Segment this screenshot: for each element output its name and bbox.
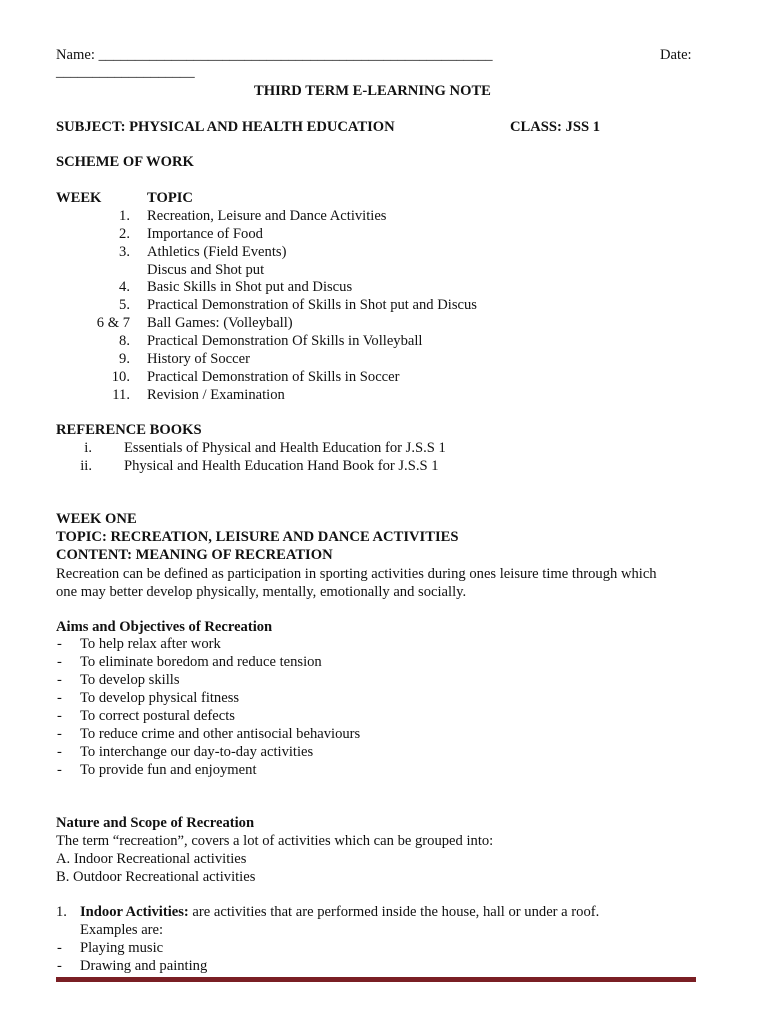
week-topic: Recreation, Leisure and Dance Activities [147, 208, 387, 224]
definition-line-1: Recreation can be defined as participation in sporting activities during ones leisure time through which [56, 566, 657, 582]
topic-header: TOPIC [147, 190, 193, 206]
scheme-row [0, 262, 770, 280]
name-blank: ______________________________________________________ [98, 47, 493, 63]
week-topic: Revision / Examination [147, 387, 285, 403]
week-one-topic: TOPIC: RECREATION, LEISURE AND DANCE ACTIVITIES [56, 529, 459, 545]
page-title: THIRD TERM E-LEARNING NOTE [254, 83, 491, 99]
week-number: 5. [119, 297, 130, 313]
subject-line: SUBJECT: PHYSICAL AND HEALTH EDUCATION [56, 119, 395, 135]
list-item: - Drawing and painting [57, 958, 208, 974]
scheme-row [0, 244, 770, 262]
reference-number: ii. [80, 458, 92, 474]
reference-heading: REFERENCE BOOKS [56, 422, 202, 438]
week-number: 3. [119, 244, 130, 260]
list-item: - Playing music [57, 940, 164, 956]
week-number: 2. [119, 226, 130, 242]
week-topic: Practical Demonstration of Skills in Shot put and Discus [147, 297, 477, 313]
week-number: 11. [112, 387, 130, 403]
indoor-term: Indoor Activities: [80, 904, 189, 920]
scheme-row [0, 297, 770, 315]
week-one-heading: WEEK ONE [56, 511, 137, 527]
week-topic: Practical Demonstration of Skills in Soccer [147, 369, 400, 385]
list-item: - To reduce crime and other antisocial behaviours [57, 726, 361, 742]
date-blank: ___________________ [56, 64, 195, 80]
examples-label: Examples are: [80, 922, 164, 938]
week-number: 10. [111, 369, 130, 385]
week-one-content: CONTENT: MEANING OF RECREATION [56, 547, 333, 563]
scheme-row [0, 333, 770, 351]
definition-line-2: one may better develop physically, mentally, emotionally and socially. [56, 584, 467, 600]
list-item: - To provide fun and enjoyment [57, 762, 257, 778]
list-item: - To correct postural defects [57, 708, 235, 724]
scheme-heading: SCHEME OF WORK [56, 154, 194, 170]
week-topic: Basic Skills in Shot put and Discus [147, 279, 353, 295]
scheme-row [0, 279, 770, 297]
nature-group-b: B. Outdoor Recreational activities [56, 869, 256, 885]
list-item: - To develop physical fitness [57, 690, 240, 706]
reference-title: Essentials of Physical and Health Education for J.S.S 1 [124, 440, 446, 456]
week-topic: History of Soccer [147, 351, 250, 367]
scheme-row [0, 387, 770, 405]
nature-heading: Nature and Scope of Recreation [56, 815, 255, 831]
date-label: Date: [660, 47, 692, 63]
week-number: 1. [119, 208, 130, 224]
scheme-row [0, 226, 770, 244]
scheme-row [0, 208, 770, 226]
indoor-definition [0, 904, 770, 922]
scheme-row [0, 351, 770, 369]
week-number: 9. [119, 351, 130, 367]
nature-group-a: A. Indoor Recreational activities [56, 851, 247, 867]
name-line [56, 47, 493, 65]
week-number: 4. [119, 279, 130, 295]
reference-item [0, 458, 770, 476]
reference-title: Physical and Health Education Hand Book for J.S.S 1 [124, 458, 439, 474]
scheme-row [0, 315, 770, 333]
week-topic: Discus and Shot put [147, 262, 265, 278]
week-topic: Importance of Food [147, 226, 263, 242]
name-label: Name: [56, 47, 95, 63]
scheme-row [0, 369, 770, 387]
list-item: - To eliminate boredom and reduce tension [57, 654, 322, 670]
week-number: 6 & 7 [96, 315, 130, 331]
aims-heading: Aims and Objectives of Recreation [56, 619, 273, 635]
week-topic: Practical Demonstration Of Skills in Volleyball [147, 333, 423, 349]
week-topic: Athletics (Field Events) [147, 244, 287, 260]
list-item: - To help relax after work [57, 636, 221, 652]
class-line: CLASS: JSS 1 [510, 119, 601, 135]
nature-intro: The term “recreation”, covers a lot of activities which can be grouped into: [56, 833, 494, 849]
indoor-definition-text: are activities that are performed inside the house, hall or under a roof. [188, 904, 600, 920]
week-number: 8. [119, 333, 130, 349]
reference-item [0, 440, 770, 458]
week-topic: Ball Games: (Volleyball) [147, 315, 293, 331]
list-item: - To interchange our day-to-day activities [57, 744, 314, 760]
reference-number: i. [84, 440, 92, 456]
indoor-number: 1. [56, 904, 67, 920]
list-item: - To develop skills [57, 672, 180, 688]
footer-rule [56, 977, 696, 982]
week-header: WEEK [56, 190, 102, 206]
